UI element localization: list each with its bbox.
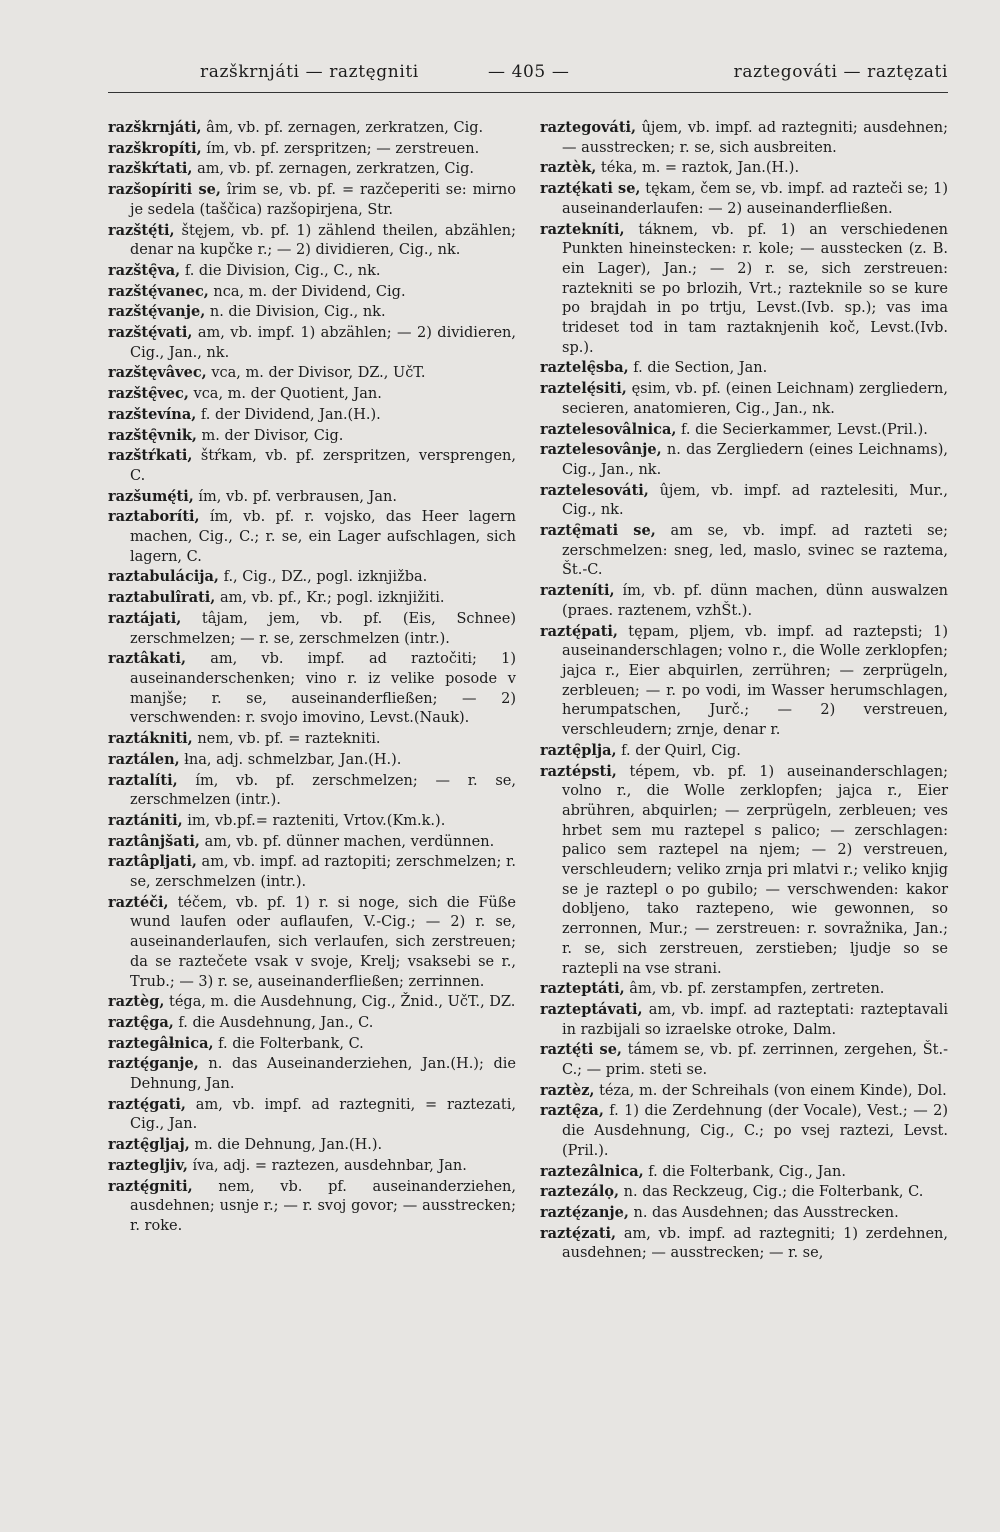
- entry-definition: tępam, pljem, vb. impf. ad raztepsti; 1) auseinanderschlagen; volno r., die Wolle zerklopfen; jajca r., Eier abquirlen, zerrühren; — zerprügeln, zerbleuen; — r. po vodi, im Wasser herumschlagen, herumpatschen, Jurč.; — 2) verstreuen, verschleudern; zrnje, denar r.: [562, 623, 948, 739]
- dictionary-entry: [108, 1013, 516, 1034]
- entry-definition: n. das Zergliedern (eines Leichnams), Cig., Jan., nk.: [562, 442, 948, 478]
- entry-headword: raztelesovânje,: [540, 441, 662, 459]
- entry-definition: tâjam, jem, vb. pf. (Eis, Schnee) zerschmelzen; — r. se, zerschmelzen (intr.).: [130, 610, 516, 647]
- entry-definition: am, vb. impf. ad raztegniti; 1) zerdehnen, ausdehnen; — ausstrecken; — r. se,: [562, 1225, 948, 1262]
- entry-definition: téka, m. = raztok, Jan.(H.).: [596, 160, 800, 177]
- entry-headword: raztę́zanje,: [540, 1203, 629, 1221]
- dictionary-entry: [540, 741, 948, 762]
- entry-definition: tépem, vb. pf. 1) auseinanderschlagen; volno r., die Wolle zerklopfen; jajca r., Eier abrühren, abquirlen; — zerprügeln, zerbleuen; ves hrbet sem mu raztepel s palico; — zerschlagen: palico sem raztepel na njem; — 2) verstreuen, verschleudern; veliko zrnja pri mlatvi r.; veliko knjig se je raztepl o po gubilo; — verschwenden: kakor dobljeno, tako raztepeno, wie gewonnen, so zerronnen, Mur.; — zerstreuen: r. sovražnika, Jan.; r. se, sich zerstreuen, zerstieben; ljudje so se raztepli na vse strani.: [562, 763, 948, 977]
- dictionary-entry: [540, 979, 948, 1000]
- entry-headword: raztezâlnica,: [540, 1162, 644, 1180]
- dictionary-entry: [108, 852, 516, 892]
- entry-definition: n. das Auseinanderziehen, Jan.(H.); die Dehnung, Jan.: [130, 1056, 516, 1093]
- entry-headword: razškŕtati,: [108, 160, 193, 178]
- dictionary-entry: [540, 521, 948, 581]
- entry-headword: raztèz,: [540, 1081, 595, 1099]
- entry-definition: f. 1) die Zerdehnung (der Vocale), Vest.; — 2) die Ausdehnung, Cig., C.; po vsej raztezi, Levst.(Pril.).: [562, 1103, 948, 1159]
- dictionary-entry: [108, 1177, 516, 1237]
- entry-definition: f., Cig., DZ., pogl. izknjižba.: [218, 569, 428, 586]
- left-column: [108, 118, 516, 1237]
- entry-headword: razštę́vanec,: [108, 282, 209, 300]
- dictionary-entry: [108, 221, 516, 261]
- entry-headword: raztabulácija,: [108, 568, 219, 586]
- entry-definition: am, vb. pf., Kr.; pogl. izknjižiti.: [215, 590, 445, 607]
- entry-definition: téza, m. der Schreihals (von einem Kinde), Dol.: [594, 1082, 947, 1099]
- header-rule: [108, 92, 948, 93]
- entry-definition: m. die Dehnung, Jan.(H.).: [189, 1137, 383, 1154]
- entry-definition: am, vb. impf. ad raztopiti; zerschmelzen; r. se, zerschmelzen (intr.).: [130, 854, 516, 891]
- dictionary-entry: [540, 179, 948, 219]
- entry-headword: raztę́gniti,: [108, 1177, 193, 1195]
- entry-headword: raztę́ti se,: [540, 1041, 622, 1059]
- dictionary-entry: [108, 649, 516, 729]
- dictionary-entry: [108, 139, 516, 160]
- entry-headword: raztezálọ,: [540, 1183, 620, 1201]
- entry-definition: támem se, vb. pf. zerrinnen, zergehen, Št.-C.; — prim. steti se.: [562, 1042, 948, 1079]
- entry-definition: f. die Secierkammer, Levst.(Pril.).: [676, 421, 928, 438]
- dictionary-entry: [540, 220, 948, 359]
- dictionary-entry: [540, 358, 948, 379]
- entry-definition: vca, m. der Quotient, Jan.: [188, 386, 382, 403]
- entry-definition: f. die Section, Jan.: [628, 360, 768, 377]
- dictionary-entry: [108, 893, 516, 993]
- entry-headword: razšopíriti se,: [108, 181, 221, 199]
- dictionary-entry: [108, 180, 516, 220]
- entry-definition: am, vb. impf. ad raztegniti, = raztezati, Cig., Jan.: [130, 1096, 516, 1133]
- entry-headword: razštę́ti,: [108, 221, 175, 239]
- entry-headword: razštęvâvec,: [108, 364, 207, 382]
- entry-definition: am, vb. pf. zernagen, zerkratzen, Cig.: [192, 161, 475, 178]
- dictionary-entry: [108, 832, 516, 853]
- entry-headword: raztę̑plja,: [540, 741, 617, 759]
- entry-headword: razteníti,: [540, 582, 615, 600]
- entry-definition: íva, adj. = raztezen, ausdehnbar, Jan.: [187, 1157, 467, 1174]
- running-header: [108, 58, 948, 88]
- entry-headword: raztelesováti,: [540, 481, 649, 499]
- entry-definition: n. die Division, Cig., nk.: [205, 304, 386, 321]
- dictionary-entry: [108, 567, 516, 588]
- entry-headword: razštę̑va,: [108, 261, 181, 279]
- entry-definition: âm, vb. pf. zerstampfen, zertreten.: [624, 981, 885, 998]
- dictionary-entry: [540, 420, 948, 441]
- entry-definition: f. die Ausdehnung, Jan., C.: [173, 1014, 374, 1031]
- entry-definition: ím, vb. pf. r. vojsko, das Heer lagern machen, Cig., C.; r. se, ein Lager aufschlagen, sich lagern, C.: [130, 509, 516, 565]
- entry-definition: f. der Dividend, Jan.(H.).: [196, 406, 381, 423]
- entry-definition: f. die Folterbank, Cig., Jan.: [643, 1163, 846, 1180]
- dictionary-entry: [540, 1081, 948, 1102]
- entry-definition: n. das Ausdehnen; das Ausstrecken.: [628, 1204, 899, 1221]
- entry-headword: razšumę́ti,: [108, 487, 194, 505]
- entry-headword: raztépsti,: [540, 762, 617, 780]
- entry-headword: raztâpljati,: [108, 853, 197, 871]
- dictionary-entry: [540, 1162, 948, 1183]
- dictionary-entry: [108, 363, 516, 384]
- header-right-guide-words: raztegováti — raztęzati: [733, 62, 948, 82]
- entry-headword: raztèg,: [108, 993, 165, 1011]
- entry-definition: f. die Division, Cig., C., nk.: [180, 262, 381, 279]
- dictionary-entry: [108, 507, 516, 567]
- dictionary-entry: [540, 1224, 948, 1264]
- dictionary-entry: [108, 487, 516, 508]
- dictionary-entry: [108, 384, 516, 405]
- entry-definition: vca, m. der Divisor, DZ., UčT.: [206, 365, 426, 382]
- dictionary-entry: [108, 405, 516, 426]
- entry-definition: ím, vb. pf. verbrausen, Jan.: [193, 488, 397, 505]
- entry-headword: raztę́pati,: [540, 622, 618, 640]
- dictionary-entry: [108, 1135, 516, 1156]
- dictionary-entry: [108, 1156, 516, 1177]
- entry-headword: raztegováti,: [540, 119, 637, 136]
- dictionary-entry: [540, 379, 948, 419]
- entry-definition: štęjem, vb. pf. 1) zählend theilen, abzählen; denar na kupčke r.; — 2) dividieren, Cig., nk.: [130, 222, 516, 259]
- dictionary-entry: [108, 750, 516, 771]
- dictionary-entry: [108, 159, 516, 180]
- entry-definition: am, vb. impf. 1) abzählen; — 2) dividieren, Cig., Jan., nk.: [130, 325, 516, 361]
- entry-headword: raztéči,: [108, 893, 169, 911]
- entry-headword: raztę̑za,: [540, 1102, 604, 1120]
- entry-headword: razštevína,: [108, 405, 197, 423]
- dictionary-entry: [540, 1182, 948, 1203]
- entry-headword: razštę́vanje,: [108, 303, 206, 321]
- entry-definition: tękam, čem se, vb. impf. ad razteči se; 1) auseinanderlaufen: — 2) auseinanderfließen.: [562, 181, 948, 217]
- dictionary-entry: [540, 1203, 948, 1224]
- entry-headword: raztânjšati,: [108, 832, 200, 850]
- dictionary-entry: [540, 581, 948, 621]
- entry-definition: táknem, vb. pf. 1) an verschiedenen Punkten hineinstecken: r. kole; — ausstecken (z. B. ein Lager), Jan.; — 2) r. se, sich zerstreuen: raztekniti se po brlozih, Vrt.; razteknile so se kure po brajdah in po trtju, Levst.(Ivb. sp.); vas ima trideset tod in tam raztaknjenih koč, Levst.(Ivb. sp.).: [562, 221, 948, 356]
- entry-definition: nem, vb. pf. = raztekniti.: [192, 731, 381, 748]
- entry-definition: ûjem, vb. impf. ad raztegniti; ausdehnen; — ausstrecken; r. se, sich ausbreiten.: [562, 120, 948, 156]
- dictionary-entry: [108, 426, 516, 447]
- entry-headword: raztaboríti,: [108, 508, 200, 526]
- entry-definition: âm, vb. pf. zernagen, zerkratzen, Cig.: [201, 120, 484, 136]
- entry-headword: raztegâƚnica,: [108, 1034, 214, 1052]
- entry-headword: raztálen,: [108, 750, 180, 768]
- dictionary-entry: [108, 1034, 516, 1055]
- entry-headword: raztájati,: [108, 609, 182, 627]
- entry-definition: am, vb. impf. ad razteptati: razteptavali in razbijali so izraelske otroke, Dalm.: [562, 1001, 948, 1038]
- dictionary-entry: [108, 588, 516, 609]
- entry-definition: ûjem, vb. impf. ad raztelesiti, Mur., Cig., nk.: [562, 482, 948, 519]
- dictionary-entry: [540, 1101, 948, 1161]
- entry-headword: raztalíti,: [108, 771, 178, 789]
- entry-definition: ƚna, adj. schmelzbar, Jan.(H.).: [179, 751, 402, 768]
- entry-headword: raztákniti,: [108, 730, 193, 748]
- entry-definition: m. der Divisor, Cig.: [196, 427, 344, 444]
- entry-headword: raztę́zati,: [540, 1224, 617, 1242]
- header-left-guide-words: razškrnjáti — raztęgniti: [200, 62, 419, 82]
- entry-definition: f. die Folterbank, C.: [213, 1035, 364, 1052]
- entry-definition: téga, m. die Ausdehnung, Cig., Žnid., UčT., DZ.: [164, 994, 516, 1011]
- entry-headword: razškrnjáti,: [108, 119, 202, 136]
- dictionary-entry: [540, 622, 948, 741]
- dictionary-entry: [108, 1095, 516, 1135]
- dictionary-entry: [540, 481, 948, 521]
- dictionary-entry: [108, 992, 516, 1013]
- entry-definition: ęsim, vb. pf. (einen Leichnam) zergliedern, secieren, anatomieren, Cig., Jan., nk.: [562, 381, 948, 417]
- dictionary-entry: [108, 323, 516, 363]
- dictionary-entry: [108, 729, 516, 750]
- entry-headword: raztabulîrati,: [108, 589, 216, 607]
- entry-headword: raztę̑mati se,: [540, 522, 656, 540]
- page-number: — 405 —: [488, 62, 570, 82]
- entry-headword: raztèk,: [540, 159, 597, 177]
- dictionary-entry: [108, 446, 516, 486]
- entry-definition: am, vb. pf. dünner machen, verdünnen.: [199, 833, 495, 850]
- entry-definition: n. das Reckzeug, Cig.; die Folterbank, C.: [619, 1184, 924, 1201]
- entry-definition: nca, m. der Dividend, Cig.: [208, 283, 406, 300]
- entry-headword: raztelę́siti,: [540, 380, 627, 398]
- entry-definition: téčem, vb. pf. 1) r. si noge, sich die Füße wund laufen oder auflaufen, V.-Cig.; — 2) r. se, auseinanderlaufen, sich verlaufen, sich zerstreuen; da se raztečete vsak v svoje, Krelj; vsaksebi se r., Trub.; — 3) r. se, auseinanderfließen; zerrinnen.: [130, 894, 516, 990]
- dictionary-entry: [108, 1054, 516, 1094]
- entry-definition: im, vb.pf.= razteniti, Vrtov.(Km.k.).: [182, 812, 446, 829]
- dictionary-entry: [108, 609, 516, 649]
- dictionary-entry: [108, 771, 516, 811]
- dictionary-entry: [108, 282, 516, 303]
- entry-definition: ím, vb. pf. zerschmelzen; — r. se, zerschmelzen (intr.).: [130, 772, 516, 809]
- entry-headword: raztelę̑sba,: [540, 359, 629, 377]
- entry-headword: razštŕkati,: [108, 447, 193, 465]
- entry-definition: am, vb. impf. ad raztočiti; 1) auseinanderschenken; vino r. iz velike posode v manjše; r. se, auseinanderfließen; — 2) verschwenden: r. svojo imovino, Levst.(Nauk).: [130, 651, 516, 727]
- entry-headword: raztę̑gljaj,: [108, 1136, 190, 1154]
- dictionary-entry: [540, 440, 948, 480]
- entry-definition: ím, vb. pf. zerspritzen; — zerstreuen.: [201, 140, 480, 157]
- entry-definition: štŕkam, vb. pf. zerspritzen, versprengen, C.: [130, 448, 516, 484]
- entry-headword: razteptávati,: [540, 1000, 643, 1018]
- entry-headword: razštę̑vnik,: [108, 426, 197, 444]
- dictionary-entry: [540, 1040, 948, 1080]
- entry-headword: razškropíti,: [108, 139, 202, 157]
- dictionary-entry: [540, 762, 948, 980]
- entry-headword: razštę́vati,: [108, 324, 193, 342]
- entry-headword: raztę́kati se,: [540, 180, 641, 198]
- dictionary-entry: [108, 811, 516, 832]
- entry-definition: f. der Quirl, Cig.: [616, 742, 741, 759]
- dictionary-entry: [540, 118, 948, 158]
- dictionary-entry: [108, 261, 516, 282]
- entry-definition: îrim se, vb. pf. = razčeperiti se: mirno je sedela (taščica) razšopirjena, Str.: [130, 182, 517, 218]
- entry-definition: nem, vb. pf. auseinanderziehen, ausdehnen; usnje r.; — r. svoj govor; — ausstrecken; r. roke.: [130, 1178, 516, 1234]
- entry-headword: raztekníti,: [540, 220, 625, 238]
- entry-headword: raztâkati,: [108, 650, 187, 668]
- dictionary-entry: [540, 158, 948, 179]
- entry-headword: raztę́gati,: [108, 1095, 186, 1113]
- entry-headword: raztániti,: [108, 811, 183, 829]
- entry-headword: razteptáti,: [540, 980, 625, 998]
- dictionary-entry: [108, 302, 516, 323]
- entry-headword: raztę̑ga,: [108, 1013, 174, 1031]
- entry-headword: raztegljiv,: [108, 1156, 188, 1174]
- entry-definition: am se, vb. impf. ad razteti se; zerschmelzen: sneg, led, maslo, svinec se raztema, Št.-C.: [562, 523, 948, 579]
- entry-headword: raztelesovâlnica,: [540, 420, 677, 438]
- dictionary-entry: [108, 118, 516, 139]
- right-column: [540, 118, 948, 1264]
- entry-definition: ím, vb. pf. dünn machen, dünn auswalzen (praes. raztenem, vzhŠt.).: [562, 583, 948, 619]
- dictionary-entry: [540, 1000, 948, 1040]
- entry-headword: razštę̑vec,: [108, 385, 189, 403]
- entry-headword: raztę́ganje,: [108, 1055, 199, 1073]
